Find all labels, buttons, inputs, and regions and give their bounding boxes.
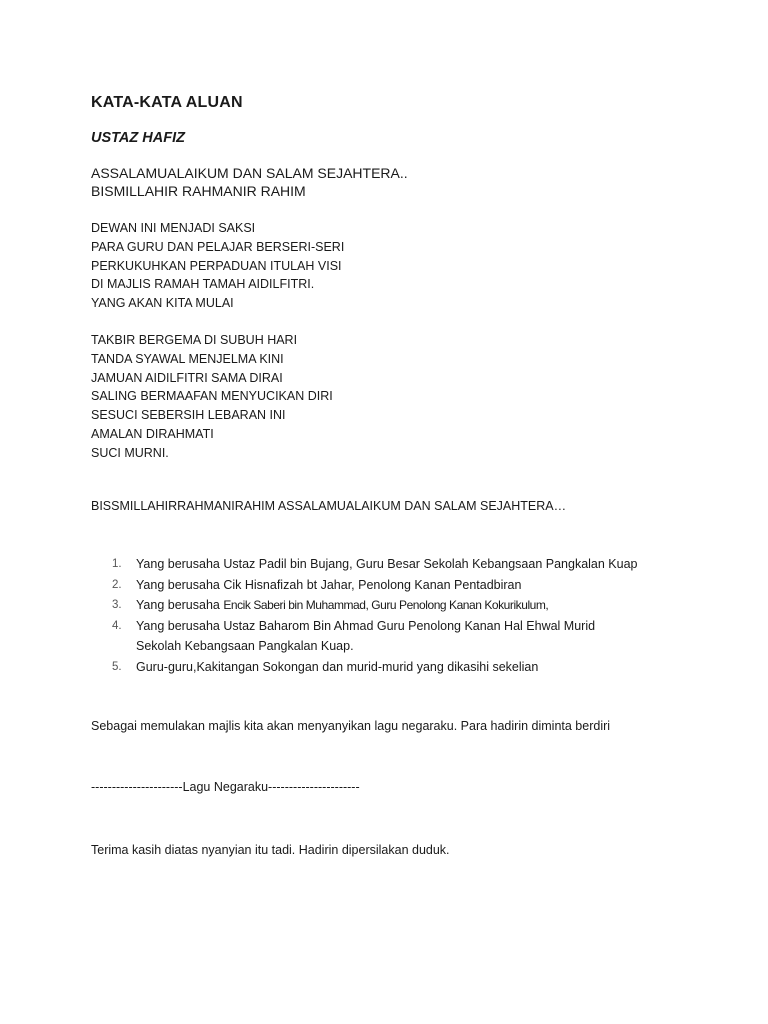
list-item (91, 554, 638, 575)
list-number: 1. (112, 558, 122, 570)
poem-line: TANDA SYAWAL MENJELMA KINI (91, 351, 284, 366)
list-number: 4. (112, 619, 122, 632)
poem-line: YANG AKAN KITA MULAI (91, 296, 234, 311)
salutation-list (91, 554, 638, 677)
poem-line: TAKBIR BERGEMA DI SUBUH HARI (91, 333, 298, 347)
greeting-block (91, 164, 408, 200)
list-item-text-continuation: Sekolah Kebangsaan Pangkalan Kuap. (136, 639, 354, 653)
poem-stanza-1 (91, 219, 344, 313)
list-item-text: Guru-guru,Kakitangan Sokongan dan murid-murid yang dikasihi sekelian (136, 659, 539, 674)
list-item-text: Yang berusaha (136, 598, 224, 612)
poem-line: DI MAJLIS RAMAH TAMAH AIDILFITRI. (91, 277, 315, 292)
poem-line: SESUCI SEBERSIH LEBARAN INI (91, 408, 286, 423)
list-item (91, 657, 638, 678)
poem-line: JAMUAN AIDILFITRI SAMA DIRAI (91, 370, 283, 385)
poem-line: AMALAN DIRAHMATI (91, 426, 214, 441)
speaker-name: USTAZ HAFIZ (91, 130, 185, 146)
poem-line: PERKUKUHKAN PERPADUAN ITULAH VISI (91, 258, 342, 273)
list-number: 5. (112, 660, 122, 673)
list-item-text: Yang berusaha Ustaz Baharom Bin Ahmad Guru Penolong Kanan Hal Ehwal Murid (136, 618, 596, 633)
list-item-text-condensed: Encik Saberi bin Muhammad, Guru Penolong Kanan Kokurikulum, (223, 598, 549, 612)
poem-line: SUCI MURNI. (91, 445, 169, 460)
greeting-line: ASSALAMUALAIKUM DAN SALAM SEJAHTERA.. (91, 165, 408, 181)
poem-line: PARA GURU DAN PELAJAR BERSERI-SERI (91, 239, 345, 254)
anthem-intro-paragraph: Sebagai memulakan majlis kita akan menyanyikan lagu negaraku. Para hadirin diminta berdiri (91, 719, 611, 733)
poem-line: DEWAN INI MENJADI SAKSI (91, 221, 256, 235)
closing-paragraph: Terima kasih diatas nyanyian itu tadi. Hadirin dipersilakan duduk. (91, 843, 450, 857)
anthem-marker: ----------------------Lagu Negaraku---------------------- (91, 780, 360, 794)
list-number: 2. (112, 578, 122, 591)
opening-greeting: BISSMILLAHIRRAHMANIRAHIM ASSALAMUALAIKUM DAN SALAM SEJAHTERA… (91, 499, 567, 513)
greeting-line: BISMILLAHIR RAHMANIR RAHIM (91, 183, 306, 199)
list-item-text: Yang berusaha Ustaz Padil bin Bujang, Guru Besar Sekolah Kebangsaan Pangkalan Kuap (136, 557, 638, 571)
list-item (91, 616, 638, 657)
list-item (91, 575, 638, 596)
list-item-text: Yang berusaha Cik Hisnafizah bt Jahar, Penolong Kanan Pentadbiran (136, 577, 522, 592)
document-title: KATA-KATA ALUAN (91, 94, 243, 111)
list-number: 3. (112, 599, 122, 611)
poem-line: SALING BERMAAFAN MENYUCIKAN DIRI (91, 389, 333, 404)
list-item (91, 595, 638, 616)
poem-stanza-2 (91, 331, 333, 463)
